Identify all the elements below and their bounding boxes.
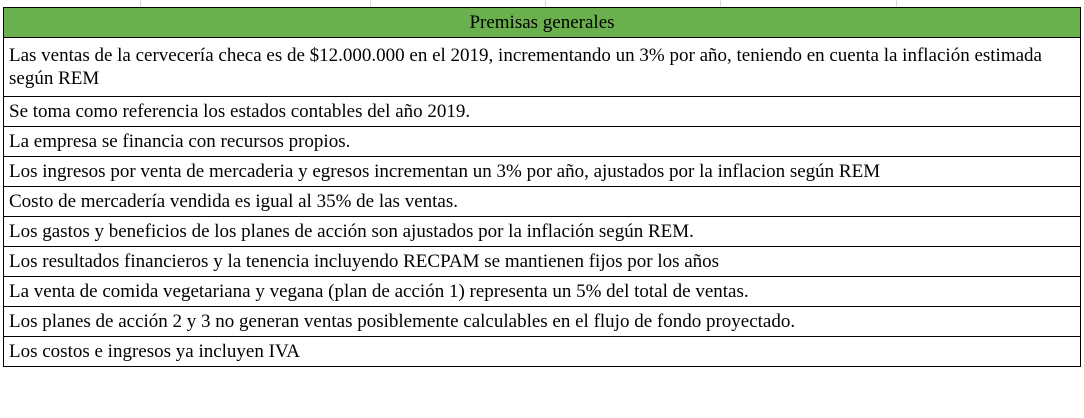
table-cell[interactable]: Los ingresos por venta de mercaderia y egresos incrementan un 3% por año, ajustados por la inflacion según REM [4, 157, 1081, 187]
table-cell[interactable]: Se toma como referencia los estados contables del año 2019. [4, 97, 1081, 127]
table-cell[interactable]: Los resultados financieros y la tenencia incluyendo RECPAM se mantienen fijos por los años [4, 247, 1081, 277]
table-cell[interactable]: Los costos e ingresos ya incluyen IVA [4, 337, 1081, 367]
table-cell[interactable]: La venta de comida vegetariana y vegana (plan de acción 1) representa un 5% del total de ventas. [4, 277, 1081, 307]
table-cell[interactable]: Las ventas de la cervecería checa es de $12.000.000 en el 2019, incrementando un 3% por año, teniendo en cuenta la inflación estimada según REM [4, 38, 1081, 97]
table-cell[interactable]: La empresa se financia con recursos propios. [4, 127, 1081, 157]
table-cell[interactable]: Costo de mercadería vendida es igual al 35% de las ventas. [4, 187, 1081, 217]
table-cell[interactable]: Los gastos y beneficios de los planes de acción son ajustados por la inflación según REM. [4, 217, 1081, 247]
table-header-cell[interactable]: Premisas generales [4, 8, 1081, 38]
premisas-table [3, 7, 1081, 367]
table-cell[interactable]: Los planes de acción 2 y 3 no generan ventas posiblemente calculables en el flujo de fondo proyectado. [4, 307, 1081, 337]
